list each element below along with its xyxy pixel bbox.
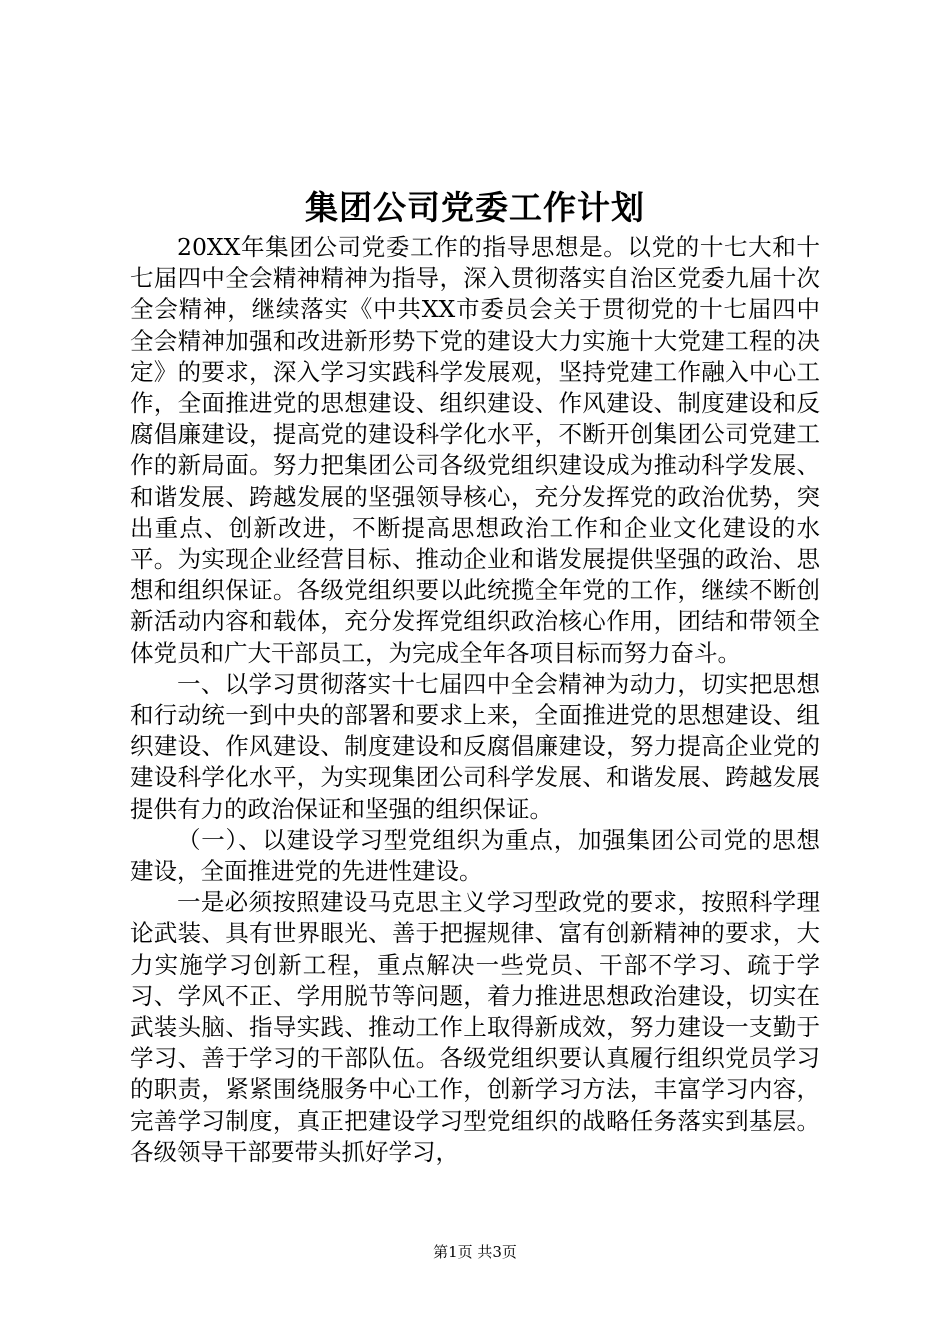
paragraph-point-one: 一是必须按照建设马克思主义学习型政党的要求，按照科学理论武装、具有世界眼光、善于把握规律、富有创新精神的要求，大力实施学习创新工程，重点解决一些党员、干部不学习、疏于学习、学风不正、学用脱节等问题，着力推进思想政治建设，切实在武装头脑、指导实践、推动工作上取得新成效，努力建设一支勤于学习、善于学习的干部队伍。各级党组织要认真履行组织党员学习的职责，紧紧围绕服务中心工作，创新学习方法，丰富学习内容，完善学习制度，真正把建设学习型党组织的战略任务落实到基层。各级领导干部要带头抓好学习，	[130, 888, 820, 1166]
page-footer: 第1页 共3页	[433, 1243, 517, 1261]
paragraph-section-one: 一、以学习贯彻落实十七届四中全会精神为动力，切实把思想和行动统一到中央的部署和要求上来，全面推进党的思想建设、组织建设、作风建设、制度建设和反腐倡廉建设，努力提高企业党的建设科学化水平，为实现集团公司科学发展、和谐发展、跨越发展提供有力的政治保证和坚强的组织保证。	[130, 669, 820, 823]
document-title: 集团公司党委工作计划	[305, 188, 645, 227]
paragraph-subsection-one: （一）、以建设学习型党组织为重点，加强集团公司党的思想建设，全面推进党的先进性建设。	[130, 825, 820, 886]
document-body	[130, 232, 820, 1168]
paragraph-guiding-thought: 20XX年集团公司党委工作的指导思想是。以党的十七大和十七届四中全会精神精神为指导，深入贯彻落实自治区党委九届十次全会精神，继续落实《中共XX市委员会关于贯彻党的十七届四中全会精神加强和改进新形势下党的建设大力实施十大党建工程的决定》的要求，深入学习实践科学发展观，坚持党建工作融入中心工作，全面推进党的思想建设、组织建设、作风建设、制度建设和反腐倡廉建设，提高党的建设科学化水平，不断开创集团公司党建工作的新局面。努力把集团公司各级党组织建设成为推动科学发展、和谐发展、跨越发展的坚强领导核心，充分发挥党的政治优势，突出重点、创新改进，不断提高思想政治工作和企业文化建设的水平。为实现企业经营目标、推动企业和谐发展提供坚强的政治、思想和组织保证。各级党组织要以此统揽全年党的工作，继续不断创新活动内容和载体，充分发挥党组织政治核心作用，团结和带领全体党员和广大干部员工，为完成全年各项目标而努力奋斗。	[130, 233, 820, 667]
